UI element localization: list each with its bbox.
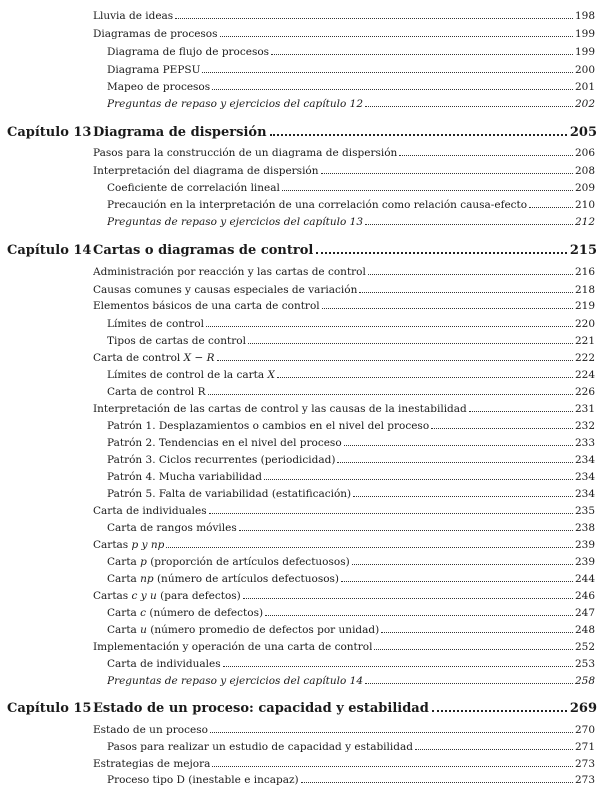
entry-page: 202 xyxy=(574,98,595,110)
leader-dots xyxy=(341,581,573,582)
entry-page: 199 xyxy=(574,46,595,58)
entry-page: 212 xyxy=(574,216,595,228)
toc-entry[interactable] xyxy=(93,539,595,551)
label-text: Límites de control de la carta xyxy=(107,369,268,381)
entry-label: Estrategias de mejora xyxy=(93,758,211,770)
toc-entry[interactable] xyxy=(107,46,595,58)
entry-page: 252 xyxy=(574,641,595,653)
entry-page: 201 xyxy=(574,81,595,93)
leader-dots xyxy=(282,190,573,191)
leader-dots xyxy=(337,462,573,463)
leader-dots xyxy=(243,598,573,599)
entry-page: 233 xyxy=(574,437,595,449)
entry-label: Elementos básicos de una carta de control xyxy=(93,300,320,312)
toc-entry[interactable] xyxy=(93,300,595,312)
toc-entry[interactable] xyxy=(93,352,595,364)
entry-page: 219 xyxy=(574,300,595,312)
leader-dots xyxy=(321,173,573,174)
toc-entry[interactable] xyxy=(93,403,595,415)
leader-dots xyxy=(365,106,573,107)
entry-label: Interpretación del diagrama de dispersión xyxy=(93,165,319,177)
toc-entry[interactable] xyxy=(107,573,595,585)
leader-dots xyxy=(529,207,573,208)
toc-entry[interactable] xyxy=(107,675,595,687)
entry-page: 221 xyxy=(574,335,595,347)
toc-entry[interactable] xyxy=(107,335,595,347)
entry-page: 231 xyxy=(574,403,595,415)
label-text: Carta xyxy=(107,607,141,619)
entry-label xyxy=(93,590,241,602)
label-text: Carta xyxy=(107,624,141,636)
entry-page: 239 xyxy=(574,539,595,551)
entry-label xyxy=(107,607,263,619)
x-bar-symbol: $\overline{X}$ xyxy=(183,352,192,364)
label-italic: p y np xyxy=(131,539,165,551)
toc-entry[interactable] xyxy=(107,420,595,432)
leader-dots xyxy=(202,72,573,73)
toc-entry[interactable] xyxy=(93,505,595,517)
leader-dots xyxy=(212,766,573,767)
leader-dots xyxy=(469,411,573,412)
entry-label: Administración por reacción y las cartas de control xyxy=(93,266,366,278)
toc-entry[interactable] xyxy=(93,284,595,296)
toc-entry[interactable] xyxy=(107,81,595,93)
toc-entry[interactable] xyxy=(93,641,595,653)
leader-dots xyxy=(381,632,573,633)
toc-entry[interactable] xyxy=(93,590,595,602)
toc-entry[interactable] xyxy=(107,774,595,786)
label-text: Carta xyxy=(107,573,141,585)
entry-page: 234 xyxy=(574,488,595,500)
entry-page: 206 xyxy=(574,147,595,159)
entry-label: Preguntas de repaso y ejercicios del capítulo 13 xyxy=(107,216,363,228)
leader-dots xyxy=(301,782,573,783)
entry-page: 208 xyxy=(574,165,595,177)
toc-entry[interactable] xyxy=(107,488,595,500)
entry-page: 253 xyxy=(574,658,595,670)
leader-dots xyxy=(223,666,573,667)
entry-page: 218 xyxy=(574,284,595,296)
toc-entry[interactable] xyxy=(93,266,595,278)
leader-dots xyxy=(415,749,573,750)
toc-entry[interactable] xyxy=(107,658,595,670)
label-italic: np xyxy=(140,573,154,585)
label-text: (para defectos) xyxy=(156,590,241,602)
chapter-heading[interactable] xyxy=(7,125,597,140)
toc-entry[interactable] xyxy=(93,165,595,177)
entry-page: 232 xyxy=(574,420,595,432)
entry-page: 247 xyxy=(574,607,595,619)
entry-label xyxy=(107,556,350,568)
entry-label: Patrón 2. Tendencias en el nivel del proceso xyxy=(107,437,342,449)
entry-page: 216 xyxy=(574,266,595,278)
toc-entry[interactable] xyxy=(93,724,595,736)
toc-entry[interactable] xyxy=(107,318,595,330)
leader-dots xyxy=(175,18,573,19)
chapter-heading[interactable] xyxy=(7,701,597,716)
entry-label: Patrón 4. Mucha variabilidad xyxy=(107,471,262,483)
entry-page: 258 xyxy=(574,675,595,687)
chapter-page: 269 xyxy=(569,701,597,716)
toc-entry[interactable] xyxy=(93,10,595,22)
entry-label: Preguntas de repaso y ejercicios del capítulo 14 xyxy=(107,675,363,687)
entry-label: Carta de rangos móviles xyxy=(107,522,237,534)
toc-entry[interactable] xyxy=(107,216,595,228)
entry-page: 248 xyxy=(574,624,595,636)
entry-page: 222 xyxy=(574,352,595,364)
toc-entry[interactable] xyxy=(107,471,595,483)
label-text: Carta de control xyxy=(93,352,184,364)
label-text: Carta xyxy=(107,556,141,568)
label-italic: c y u xyxy=(131,590,157,602)
label-italic: c xyxy=(140,607,147,619)
entry-label: Coeficiente de correlación lineal xyxy=(107,182,280,194)
label-text: Cartas xyxy=(93,590,132,602)
leader-dots xyxy=(210,732,573,733)
leader-dots xyxy=(270,134,567,136)
leader-dots xyxy=(352,564,573,565)
x-bar-symbol: $\overline{X}$ xyxy=(267,369,275,381)
leader-dots xyxy=(264,479,573,480)
entry-page: 224 xyxy=(574,369,595,381)
entry-label: Pasos para realizar un estudio de capacidad y estabilidad xyxy=(107,741,413,753)
label-text: (número de defectos) xyxy=(146,607,264,619)
entry-page: 234 xyxy=(574,471,595,483)
toc-entry[interactable] xyxy=(107,437,595,449)
entry-label: Preguntas de repaso y ejercicios del capítulo 12 xyxy=(107,98,363,110)
entry-label: Proceso tipo D (inestable e incapaz) xyxy=(107,774,299,786)
entry-label: Precaución en la interpretación de una correlación como relación causa-efecto xyxy=(107,199,528,211)
entry-label: Estado de un proceso xyxy=(93,724,208,736)
leader-dots xyxy=(208,394,573,395)
leader-dots xyxy=(399,155,573,156)
toc-entry[interactable] xyxy=(107,369,595,381)
entry-page: 200 xyxy=(574,64,595,76)
toc-entry[interactable] xyxy=(93,147,595,159)
leader-dots xyxy=(220,36,573,37)
label-text: (número de artículos defectuosos) xyxy=(153,573,340,585)
toc-entry[interactable] xyxy=(107,607,595,619)
entry-page: 199 xyxy=(574,28,595,40)
toc-entry[interactable] xyxy=(107,741,595,753)
label-italic: p xyxy=(140,556,147,568)
chapter-title: Cartas o diagramas de control xyxy=(93,243,314,258)
entry-label: Límites de control xyxy=(107,318,204,330)
entry-label: Diagrama PEPSU xyxy=(107,64,201,76)
leader-dots xyxy=(432,710,567,712)
entry-label xyxy=(107,624,379,636)
leader-dots xyxy=(265,615,573,616)
chapter-title: Estado de un proceso: capacidad y estabilidad xyxy=(93,701,429,716)
entry-page: 209 xyxy=(574,182,595,194)
entry-label: Lluvia de ideas xyxy=(93,10,174,22)
leader-dots xyxy=(374,649,572,650)
entry-label xyxy=(107,573,339,585)
entry-page: 235 xyxy=(574,505,595,517)
leader-dots xyxy=(431,428,573,429)
entry-label: Tipos de cartas de control xyxy=(107,335,246,347)
entry-label: Diagramas de procesos xyxy=(93,28,218,40)
toc-entry[interactable] xyxy=(107,454,595,466)
entry-label: Diagrama de flujo de procesos xyxy=(107,46,270,58)
toc-entry[interactable] xyxy=(107,182,595,194)
entry-page: 273 xyxy=(574,774,595,786)
leader-dots xyxy=(368,274,573,275)
entry-label: Carta de individuales xyxy=(93,505,207,517)
entry-page: 198 xyxy=(574,10,595,22)
entry-label xyxy=(107,369,275,381)
toc-entry[interactable] xyxy=(107,199,595,211)
leader-dots xyxy=(353,496,573,497)
leader-dots xyxy=(365,224,573,225)
leader-dots xyxy=(365,683,573,684)
toc-entry[interactable] xyxy=(93,758,595,770)
label-text: Cartas xyxy=(93,539,132,551)
toc-entry[interactable] xyxy=(107,556,595,568)
toc-entry[interactable] xyxy=(107,522,595,534)
toc-entry[interactable] xyxy=(93,28,595,40)
entry-page: 244 xyxy=(574,573,595,585)
chapter-page: 205 xyxy=(569,125,597,140)
entry-page: 210 xyxy=(574,199,595,211)
chapter-heading[interactable] xyxy=(7,243,597,258)
toc-entry[interactable] xyxy=(107,98,595,110)
chapter-page: 215 xyxy=(569,243,597,258)
leader-dots xyxy=(239,530,573,531)
entry-label: Patrón 3. Ciclos recurrentes (periodicidad) xyxy=(107,454,336,466)
entry-page: 239 xyxy=(574,556,595,568)
leader-dots xyxy=(206,326,573,327)
label-text: (número promedio de defectos por unidad) xyxy=(146,624,380,636)
leader-dots xyxy=(316,252,567,254)
leader-dots xyxy=(359,292,573,293)
label-text: − R xyxy=(191,352,215,364)
entry-label: Causas comunes y causas especiales de variación xyxy=(93,284,358,296)
entry-label: Implementación y operación de una carta de control xyxy=(93,641,373,653)
leader-dots xyxy=(166,547,573,548)
entry-label xyxy=(93,352,215,364)
entry-label xyxy=(93,539,164,551)
chapter-number: Capítulo 14 xyxy=(7,243,92,258)
entry-label: Patrón 1. Desplazamientos o cambios en el nivel del proceso xyxy=(107,420,430,432)
leader-dots xyxy=(212,89,573,90)
entry-label: Carta de control R xyxy=(107,386,206,398)
chapter-number: Capítulo 13 xyxy=(7,125,92,140)
leader-dots xyxy=(248,343,573,344)
entry-page: 226 xyxy=(574,386,595,398)
label-text: (proporción de artículos defectuosos) xyxy=(146,556,350,568)
entry-page: 273 xyxy=(574,758,595,770)
chapter-number: Capítulo 15 xyxy=(7,701,92,716)
toc-entry[interactable] xyxy=(107,386,595,398)
entry-page: 246 xyxy=(574,590,595,602)
leader-dots xyxy=(322,308,573,309)
entry-page: 220 xyxy=(574,318,595,330)
leader-dots xyxy=(277,377,573,378)
toc-entry[interactable] xyxy=(107,624,595,636)
entry-label: Pasos para la construcción de un diagrama de dispersión xyxy=(93,147,398,159)
entry-label: Patrón 5. Falta de variabilidad (estatificación) xyxy=(107,488,352,500)
entry-label: Carta de individuales xyxy=(107,658,221,670)
leader-dots xyxy=(344,445,573,446)
entry-page: 270 xyxy=(574,724,595,736)
leader-dots xyxy=(271,54,573,55)
entry-page: 238 xyxy=(574,522,595,534)
label-italic: u xyxy=(140,624,147,636)
entry-page: 271 xyxy=(574,741,595,753)
entry-label: Mapeo de procesos xyxy=(107,81,211,93)
toc-entry[interactable] xyxy=(107,64,595,76)
chapter-title: Diagrama de dispersión xyxy=(93,125,267,140)
entry-label: Interpretación de las cartas de control y las causas de la inestabilidad xyxy=(93,403,467,415)
leader-dots xyxy=(217,360,573,361)
entry-page: 234 xyxy=(574,454,595,466)
leader-dots xyxy=(209,513,573,514)
